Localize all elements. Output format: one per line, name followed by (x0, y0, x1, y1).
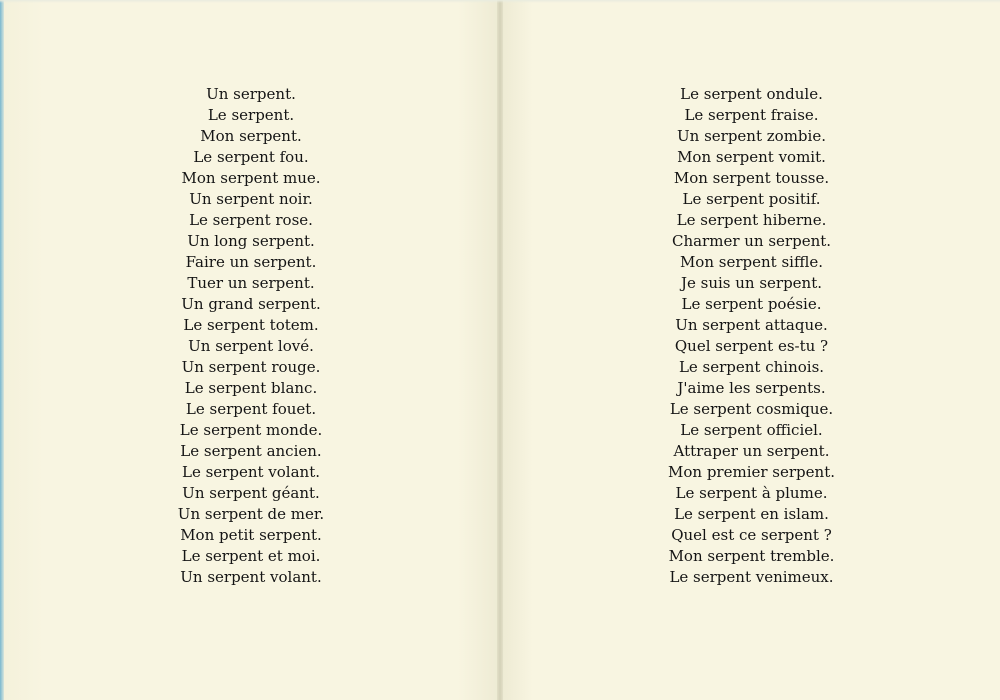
poem-line: Un long serpent. (187, 232, 315, 250)
poem-line: Mon petit serpent. (180, 526, 322, 544)
poem-line: Le serpent positif. (682, 190, 821, 208)
poem-line: Faire un serpent. (185, 253, 317, 271)
poem-line: Attraper un serpent. (673, 442, 830, 460)
poem-line: Un serpent rouge. (181, 358, 321, 376)
poem-line: Un serpent lové. (188, 337, 314, 355)
poem-line: Le serpent hiberne. (676, 211, 827, 229)
poem-line: Mon serpent vomit. (677, 148, 826, 166)
poem-line: Je suis un serpent. (680, 274, 823, 292)
poem-line: Le serpent totem. (183, 316, 319, 334)
poem-line: Le serpent fraise. (684, 106, 819, 124)
poem-line: Le serpent ancien. (180, 442, 322, 460)
poem-line: Le serpent venimeux. (669, 568, 834, 586)
poem-line: Quel serpent es-tu ? (674, 337, 829, 355)
poem-line: Charmer un serpent. (671, 232, 832, 250)
poem-line: Le serpent en islam. (674, 505, 829, 523)
poem-line: Mon serpent tremble. (668, 547, 835, 565)
poem-line: Mon serpent tousse. (673, 169, 830, 187)
poem-line: Un serpent noir. (189, 190, 313, 208)
poem-line: Le serpent cosmique. (669, 400, 834, 418)
poem-line: Le serpent poésie. (681, 295, 822, 313)
poem-line: Le serpent fouet. (185, 400, 317, 418)
poem-line: Un serpent zombie. (677, 127, 826, 145)
poem-line: Un serpent attaque. (675, 316, 828, 334)
poem-line: Un serpent. (206, 85, 296, 103)
poem-line: Le serpent. (207, 106, 295, 124)
poem-line: Quel est ce serpent ? (671, 526, 832, 544)
poem-line: Le serpent monde. (179, 421, 323, 439)
poem-line: Le serpent blanc. (184, 379, 318, 397)
poem-line: Un serpent géant. (182, 484, 320, 502)
poem-line: Le serpent à plume. (675, 484, 828, 502)
poem-line: Un grand serpent. (181, 295, 321, 313)
poem-line: Le serpent officiel. (680, 421, 823, 439)
poem-line: Un serpent volant. (180, 568, 322, 586)
poem-line: Le serpent ondule. (680, 85, 823, 103)
poem-line: Le serpent et moi. (181, 547, 321, 565)
poem-line: Tuer un serpent. (187, 274, 315, 292)
poem-line: Un serpent de mer. (177, 505, 325, 523)
right-poem (503, 84, 1000, 588)
page-top-edge (0, 0, 1000, 3)
poem-line: Mon serpent siffle. (679, 253, 824, 271)
poem-line: Mon premier serpent. (668, 463, 835, 481)
poem-line: Le serpent rose. (189, 211, 313, 229)
poem-line: Mon serpent mue. (181, 169, 321, 187)
left-poem (4, 84, 498, 588)
poem-line: Mon serpent. (200, 127, 302, 145)
poem-line: Le serpent chinois. (678, 358, 825, 376)
poem-line: J'aime les serpents. (677, 379, 826, 397)
poem-line: Le serpent volant. (182, 463, 320, 481)
poem-line: Le serpent fou. (193, 148, 309, 166)
